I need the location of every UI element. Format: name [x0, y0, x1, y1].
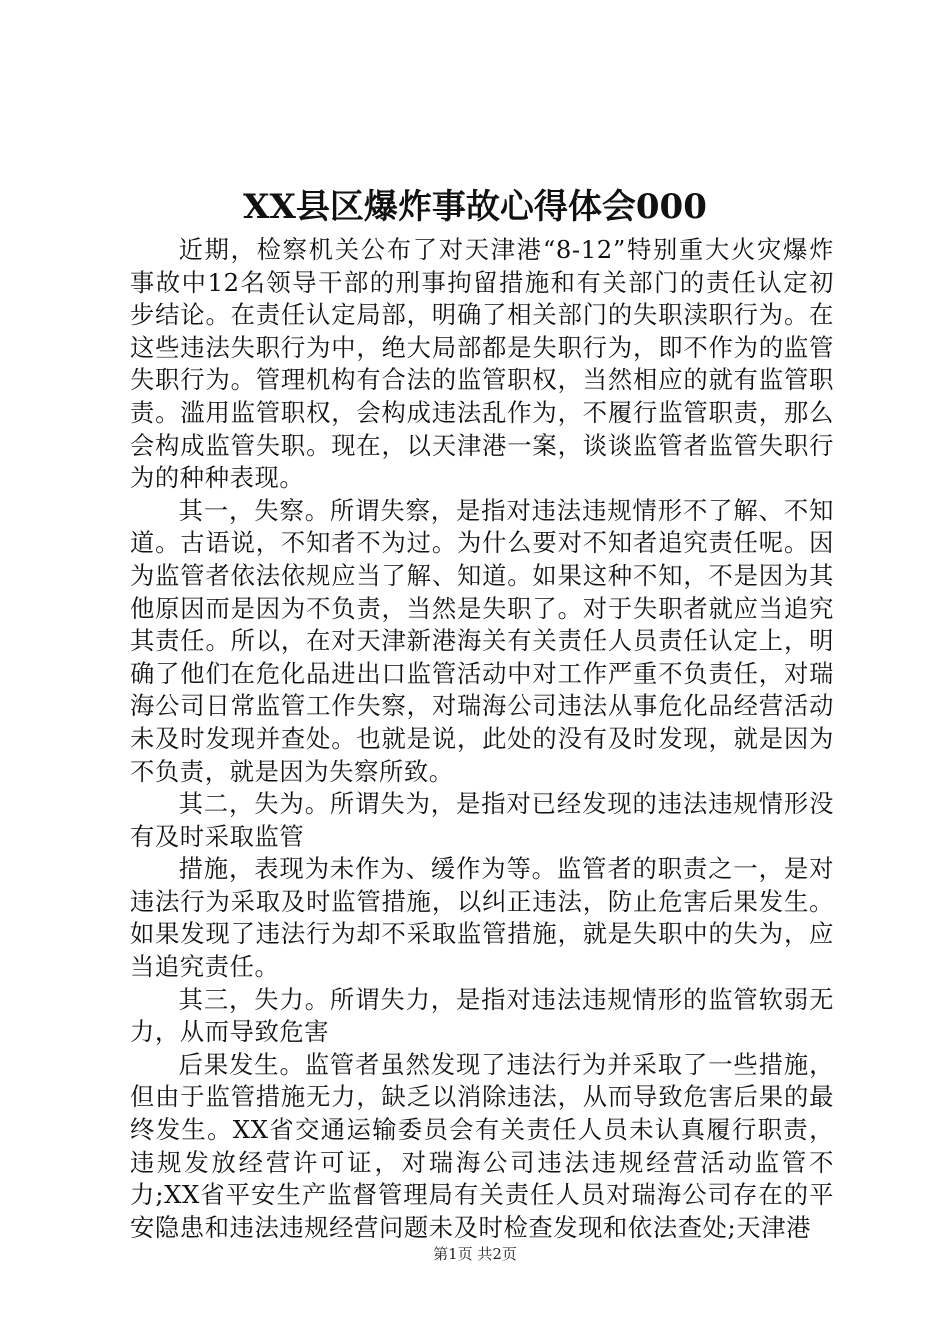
document-body — [130, 234, 834, 1244]
document-title: XX县区爆炸事故心得体会000 — [243, 187, 707, 227]
paragraph-point-three-heading: 其三，失力。所谓失力，是指对违法违规情形的监管软弱无力，从而导致危害 — [130, 984, 834, 1047]
page-indicator: 第1页 共2页 — [433, 1245, 517, 1263]
paragraph-point-one: 其一，失察。所谓失察，是指对违法违规情形不了解、不知道。古语说，不知者不为过。为什么要对不知者追究责任呢。因为监管者依法依规应当了解、知道。如果这种不知，不是因为其他原因而是因为不负责，当然是失职了。对于失职者就应当追究其责任。所以，在对天津新港海关有关责任人员责任认定上，明确了他们在危化品进出口监管活动中对工作严重不负责任，对瑞海公司日常监管工作失察，对瑞海公司违法从事危化品经营活动未及时发现并查处。也就是说，此处的没有及时发现，就是因为不负责，就是因为失察所致。 — [130, 495, 834, 786]
paragraph-point-three-body: 后果发生。监管者虽然发现了违法行为并采取了一些措施，但由于监管措施无力，缺乏以消除违法，从而导致危害后果的最终发生。XX省交通运输委员会有关责任人员未认真履行职责，违规发放经营许可证，对瑞海公司违法违规经营活动监管不力;XX省平安生产监督管理局有关责任人员对瑞海公司存在的平安隐患和违法违规经营问题未及时检查发现和依法查处;天津港 — [130, 1049, 834, 1242]
paragraph-point-two-body: 措施，表现为未作为、缓作为等。监管者的职责之一，是对违法行为采取及时监管措施，以纠正违法，防止危害后果发生。如果发现了违法行为却不采取监管措施，就是失职中的失为，应当追究责任。 — [130, 854, 834, 982]
paragraph-intro: 近期，检察机关公布了对天津港“8-12”特别重大火灾爆炸事故中12名领导干部的刑事拘留措施和有关部门的责任认定初步结论。在责任认定局部，明确了相关部门的失职渎职行为。在这些违法失职行为中，绝大局部都是失职行为，即不作为的监管失职行为。管理机构有合法的监管职权，当然相应的就有监管职责。滥用监管职权，会构成违法乱作为，不履行监管职责，那么会构成监管失职。现在，以天津港一案，谈谈监管者监管失职行为的种种表现。 — [130, 235, 834, 493]
page-footer — [0, 1244, 950, 1264]
paragraph-point-two-heading: 其二，失为。所谓失为，是指对已经发现的违法违规情形没有及时采取监管 — [130, 789, 834, 851]
